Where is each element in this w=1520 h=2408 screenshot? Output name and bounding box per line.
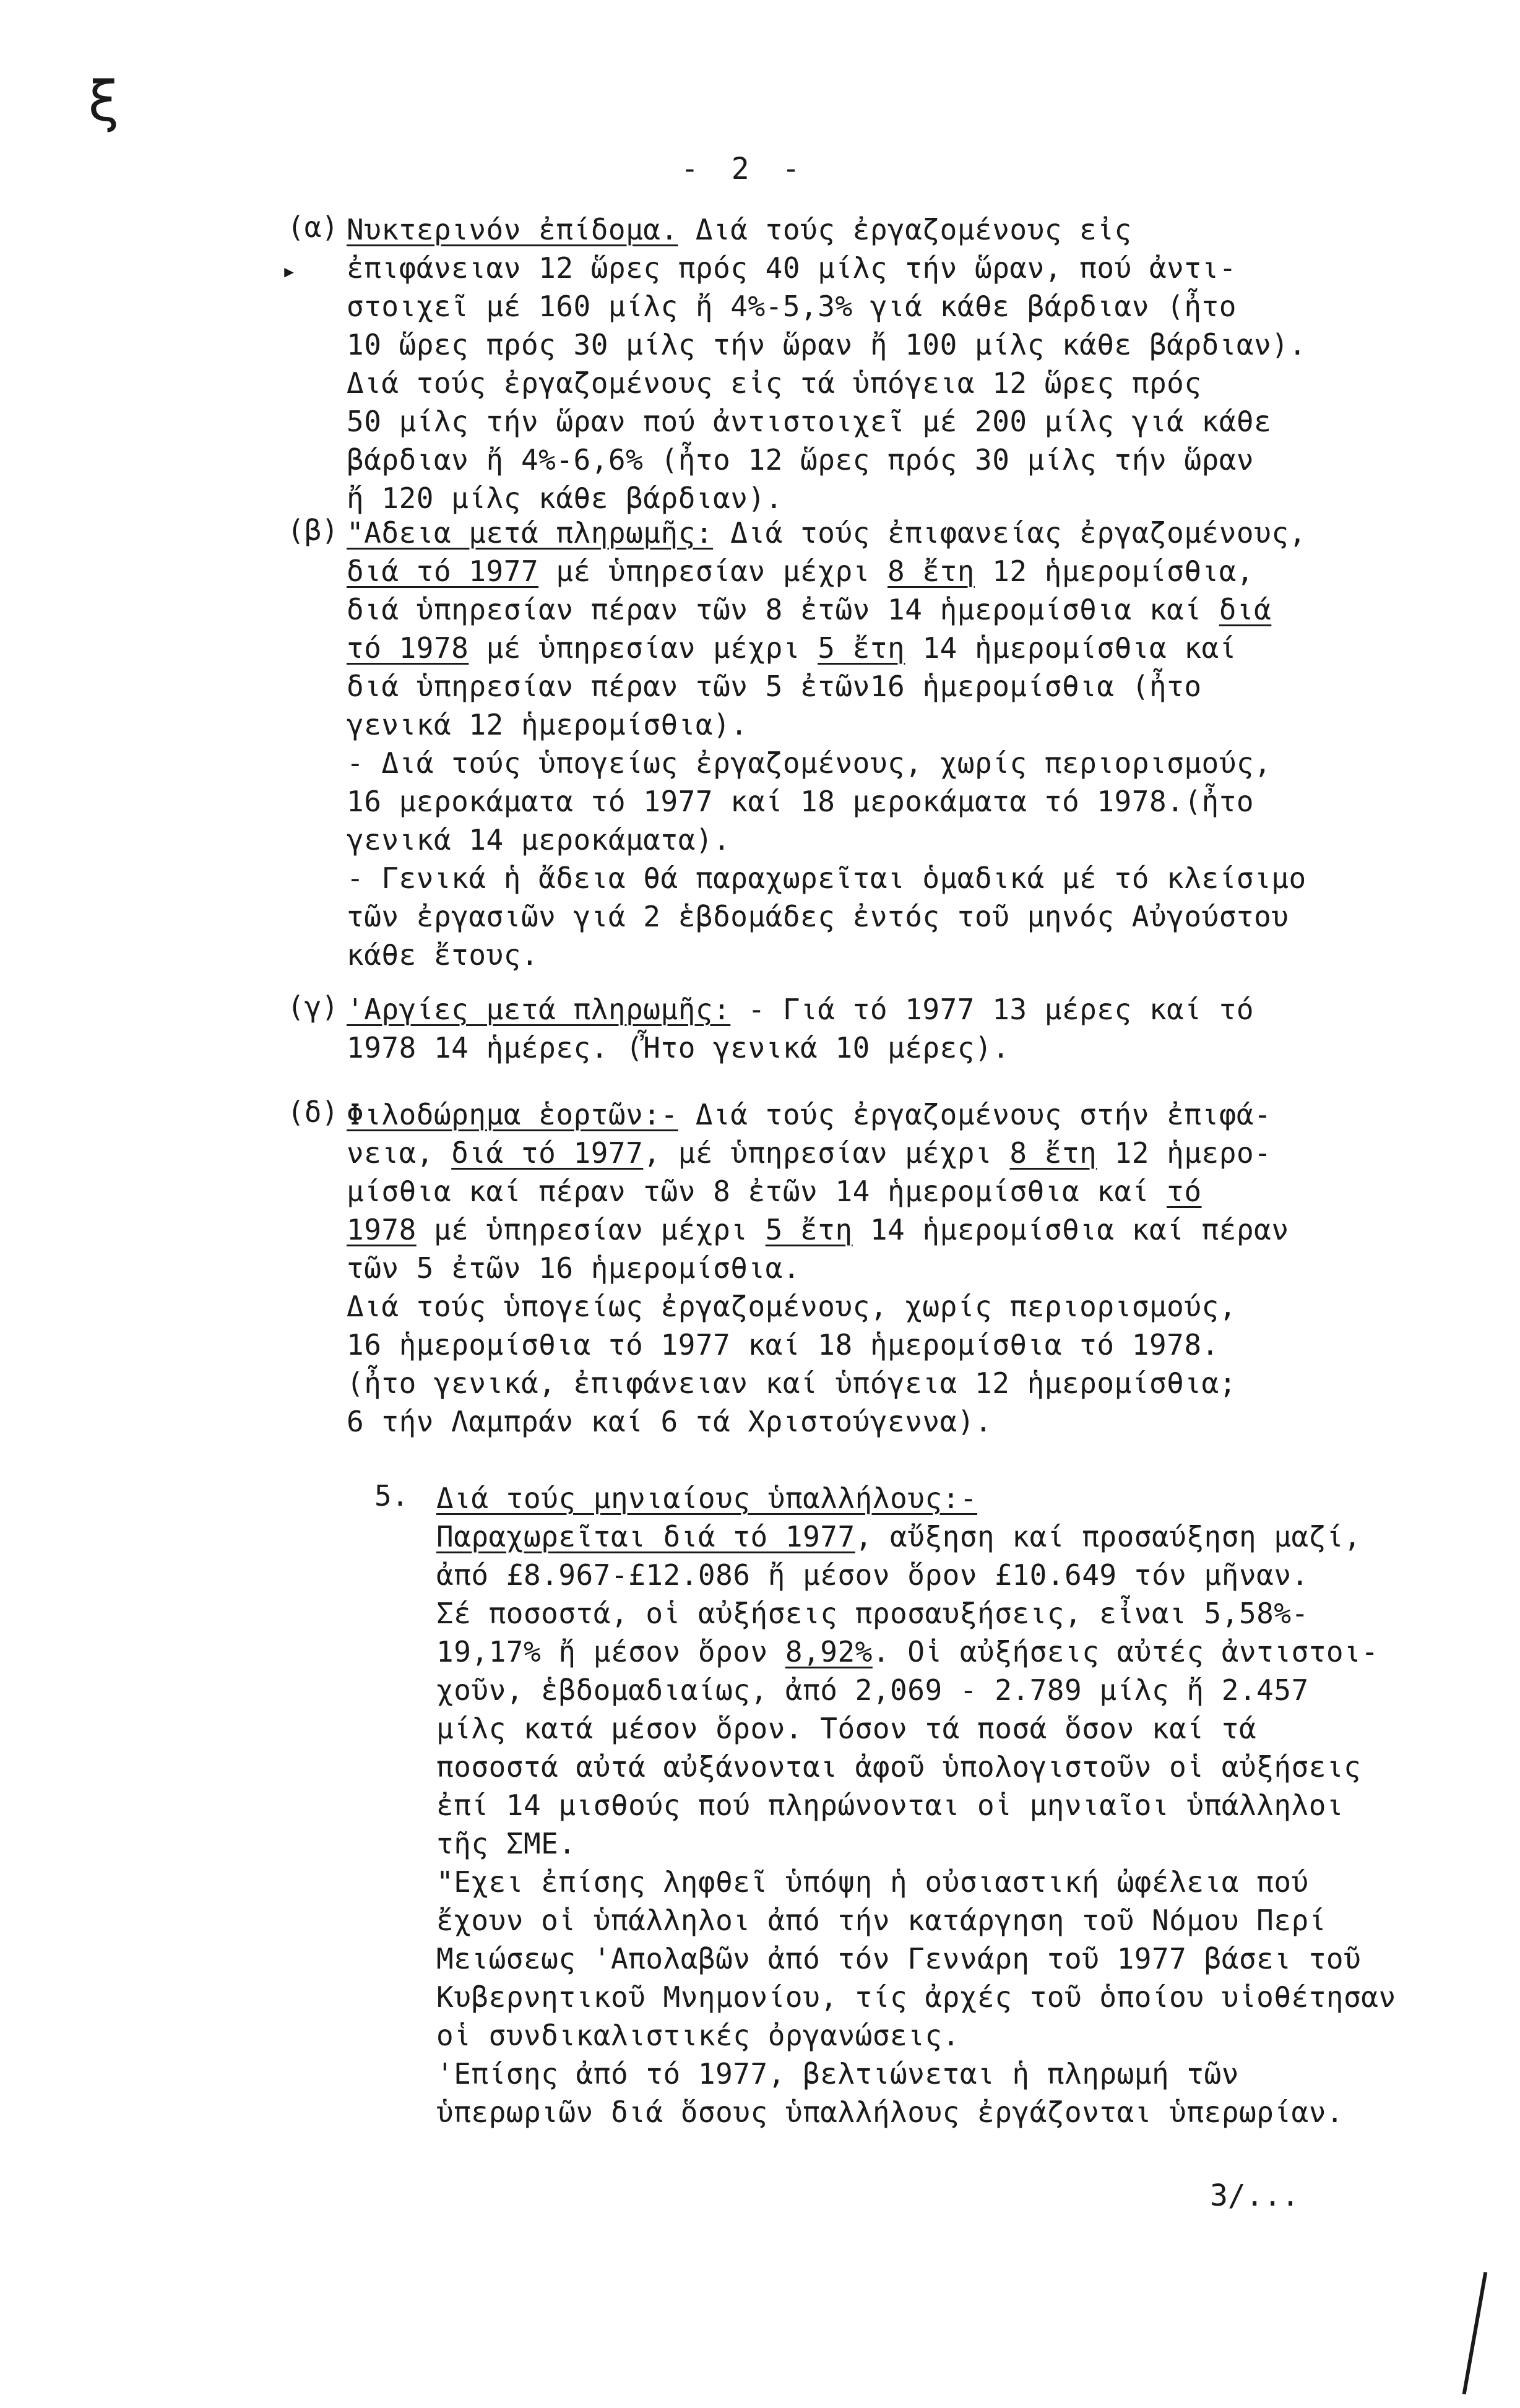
underlined-text: Διά τούς μηνιαίους ὑπαλλήλους:- [436,1482,978,1515]
text-line [347,821,1485,859]
text-line [436,1863,1488,1901]
text-line [347,402,1485,441]
text-line [347,514,1485,552]
text-line [347,479,1485,517]
text-line [347,1364,1485,1402]
text-line [347,364,1485,402]
text-line [347,552,1485,590]
text-run: 16 μεροκάματα τό 1977 καί 18 μεροκάματα τό 1978.(ἦτο [347,785,1254,818]
text-run: 6 τήν Λαμπράν καί 6 τά Χριστούγεννα). [347,1405,993,1438]
margin-mark: ▸ [282,257,297,285]
text-line [347,1326,1485,1364]
text-line [347,897,1485,936]
text-run: ὑπερωριῶν διά ὅσους ὑπαλλήλους ἐργάζονται ὑπερωρίαν. [436,2095,1344,2129]
underlined-text: τό 1978 [347,631,469,665]
text-run: τῆς ΣΜΕ. [436,1827,576,1860]
text-line [347,1249,1485,1287]
text-line [347,706,1485,744]
text-line [347,249,1485,287]
text-line [436,1709,1488,1748]
text-run: οἱ συνδικαλιστικές ὀργανώσεις. [436,2019,960,2052]
underlined-text: 5 ἔτη [765,1213,853,1246]
text-run: γενικά 14 μεροκάματα). [347,823,731,857]
text-run: - Γενικά ἡ ἄδεια θά παραχωρεῖται ὁμαδικά μέ τό κλείσιμο [347,861,1306,895]
text-run: μίσθια καί πέραν τῶν 8 ἐτῶν 14 ἡμερομίσθια καί [347,1175,1167,1208]
corner-handwritten-mark: ξ [87,69,121,134]
text-run: 10 ὥρες πρός 30 μίλς τήν ὥραν ἤ 100 μίλς κάθε βάρδιαν). [347,328,1306,361]
text-line [347,1402,1485,1441]
section-gamma-paid-holidays [287,990,1485,1067]
text-line [436,1786,1488,1824]
text-line [347,1095,1485,1134]
underlined-text: 1978 [347,1213,417,1246]
text-line [436,1479,1488,1517]
text-line [436,2093,1488,2131]
text-line [436,2016,1488,2055]
text-run: ἐπιφάνειαν 12 ὥρες πρός 40 μίλς τήν ὥραν, πού ἀντι- [347,251,1237,285]
section-5-monthly-employees [374,1479,1488,2131]
text-run: "Εχει ἐπίσης ληφθεῖ ὑπόψη ἡ οὐσιαστική ὠφέλεια πού [436,1865,1309,1899]
text-run: στοιχεῖ μέ 160 μίλς ἤ 4%-5,3% γιά κάθε βάρδιαν (ἦτο [347,290,1237,323]
text-run: μίλς κατά μέσον ὅρον. Τόσον τά ποσά ὅσον καί τά [436,1712,1257,1745]
text-line [347,1134,1485,1172]
underlined-text: 5 ἔτη [818,631,905,665]
page-continuation: 3/... [1210,2178,1300,2213]
text-line [436,1556,1488,1594]
text-run: 14 ἡμερομίσθια καί πέραν [852,1213,1289,1246]
text-run: Διά τούς ἐργαζομένους εἰς [678,213,1132,246]
text-run: 50 μίλς τήν ὥραν πού ἀντιστοιχεῖ μέ 200 μίλς γιά κάθε [347,405,1272,438]
text-run: (ἦτο γενικά, ἐπιφάνειαν καί ὑπόγεια 12 ἡμερομίσθια; [347,1366,1237,1400]
section-label: 5. [374,1479,409,1513]
text-line [347,441,1485,479]
text-run: διά ὑπηρεσίαν πέραν τῶν 5 ἐτῶν16 ἡμερομίσθια (ἦτο [347,670,1202,703]
section-delta-holiday-bonus [287,1095,1485,1441]
text-run: ἔχουν οἱ ὑπάλληλοι ἀπό τήν κατάργηση τοῦ Νόμου Περί [436,1904,1326,1937]
underlined-text: 8,92% [785,1635,873,1668]
text-run: 'Επίσης ἀπό τό 1977, βελτιώνεται ἡ πληρωμή τῶν [436,2057,1239,2091]
text-run: , μέ ὑπηρεσίαν μέχρι [643,1136,1010,1170]
text-run: μέ ὑπηρεσίαν μέχρι [538,555,888,588]
text-line [347,1210,1485,1249]
text-line [347,210,1485,249]
text-line [436,1671,1488,1709]
underlined-text: Φιλοδώρημα ἑορτῶν:- [347,1098,678,1131]
text-run: χοῦν, ἑβδομαδιαίως, ἀπό 2,069 - 2.789 μίλς ἤ 2.457 [436,1673,1309,1707]
text-line [347,667,1485,706]
underlined-text: Νυκτερινόν ἐπίδομα. [347,213,678,246]
text-run: ποσοστά αὐτά αὐξάνονται ἀφοῦ ὑπολογιστοῦν οἱ αὐξήσεις [436,1750,1362,1784]
section-label: (γ) [287,990,339,1024]
text-run: τῶν 5 ἐτῶν 16 ἡμερομίσθια. [347,1251,801,1285]
margin-stroke [1462,2272,1488,2394]
text-line [347,1029,1485,1067]
text-run: γενικά 12 ἡμερομίσθια). [347,708,748,741]
text-run: Διά τούς ὑπογείως ἐργαζομένους, χωρίς περιορισμούς, [347,1290,1237,1323]
section-label: (β) [287,514,339,547]
text-run: - Διά τούς ὑπογείως ἐργαζομένους, χωρίς περιορισμούς, [347,746,1272,780]
text-line [436,1901,1488,1940]
text-run: 1978 14 ἡμέρες. (Ἦτο γενικά 10 μέρες). [347,1031,1010,1064]
text-line [347,1287,1485,1326]
text-line [347,936,1485,974]
text-run: ἤ 120 μίλς κάθε βάρδιαν). [347,481,783,515]
text-line [436,1978,1488,2016]
text-run: 14 ἡμερομίσθια καί [905,631,1237,665]
text-run: ἐπί 14 μισθούς πού πληρώνονται οἱ μηνιαῖοι ὑπάλληλοι [436,1789,1344,1822]
underlined-text: Παραχωρεῖται διά τό 1977 [436,1520,855,1553]
text-run: μέ ὑπηρεσίαν μέχρι [416,1213,766,1246]
underlined-text: διά τό 1977 [347,555,539,588]
text-line [436,2055,1488,2093]
text-line [347,287,1485,326]
text-line [347,744,1485,782]
text-run: Διά τούς ἐπιφανείας ἐργαζομένους, [713,516,1306,550]
text-run: βάρδιαν ἤ 4%-6,6% (ἦτο 12 ὥρες πρός 30 μίλς τήν ὥραν [347,443,1254,477]
text-line [436,1594,1488,1633]
text-line [347,990,1485,1029]
text-run: Μειώσεως 'Απολαβῶν ἀπό τόν Γεννάρη τοῦ 1977 βάσει τοῦ [436,1942,1362,1975]
section-beta-paid-leave [287,514,1485,974]
text-run: 16 ἡμερομίσθια τό 1977 καί 18 ἡμερομίσθια τό 1978. [347,1328,1219,1362]
text-line [347,629,1485,667]
text-run: Διά τούς ἐργαζομένους στήν ἐπιφά- [678,1098,1272,1131]
underlined-text: διά [1219,593,1272,626]
text-line [347,1172,1485,1210]
section-label: (α) [287,210,339,244]
text-run: 19,17% ἤ μέσον ὅρον [436,1635,785,1668]
text-line [436,1940,1488,1978]
section-alpha-night-allowance [287,210,1485,517]
underlined-text: 8 ἔτη [887,555,975,588]
text-line [436,1517,1488,1556]
text-line [347,326,1485,364]
text-line [436,1824,1488,1863]
text-run: μέ ὑπηρεσίαν μέχρι [469,631,818,665]
text-run: διά ὑπηρεσίαν πέραν τῶν 8 ἐτῶν 14 ἡμερομίσθια καί [347,593,1219,626]
text-run: 12 ἡμερομίσθια, [975,555,1254,588]
underlined-text: 8 ἔτη [1009,1136,1097,1170]
text-line [436,1633,1488,1671]
text-run: τῶν ἐργασιῶν γιά 2 ἑβδομάδες ἐντός τοῦ μηνός Αὐγούστου [347,900,1289,933]
underlined-text: 'Αργίες μετά πληρωμῆς: [347,993,731,1026]
text-run: . Οἱ αὐξήσεις αὐτές ἀντιστοι- [872,1635,1379,1668]
underlined-text: "Αδεια μετά πληρωμῆς: [347,516,714,550]
text-run: Σέ ποσοστά, οἱ αὐξήσεις προσαυξήσεις, εἶναι 5,58%- [436,1597,1309,1630]
text-run: , αὔξηση καί προσαύξηση μαζί, [855,1520,1362,1553]
text-run: νεια, [347,1136,452,1170]
text-line [436,1748,1488,1786]
underlined-text: διά τό 1977 [451,1136,644,1170]
text-run: Κυβερνητικοῦ Μνημονίου, τίς ἀρχές τοῦ ὁποίου υἱοθέτησαν [436,1980,1396,2014]
underlined-text: τό [1167,1175,1202,1208]
text-line [347,859,1485,897]
text-line [347,782,1485,821]
section-label: (δ) [287,1095,339,1129]
text-run: 12 ἡμερο- [1097,1136,1272,1170]
text-run: Διά τούς ἐργαζομένους εἰς τά ὑπόγεια 12 ὥρες πρός [347,366,1202,400]
text-run: ἀπό £8.967-£12.086 ἤ μέσον ὅρον £10.649 τόν μῆναν. [436,1558,1309,1592]
page-number: - 2 - [681,152,808,186]
text-run: κάθε ἔτους. [347,938,539,972]
text-run: - Γιά τό 1977 13 μέρες καί τό [730,993,1254,1026]
text-line [347,590,1485,629]
